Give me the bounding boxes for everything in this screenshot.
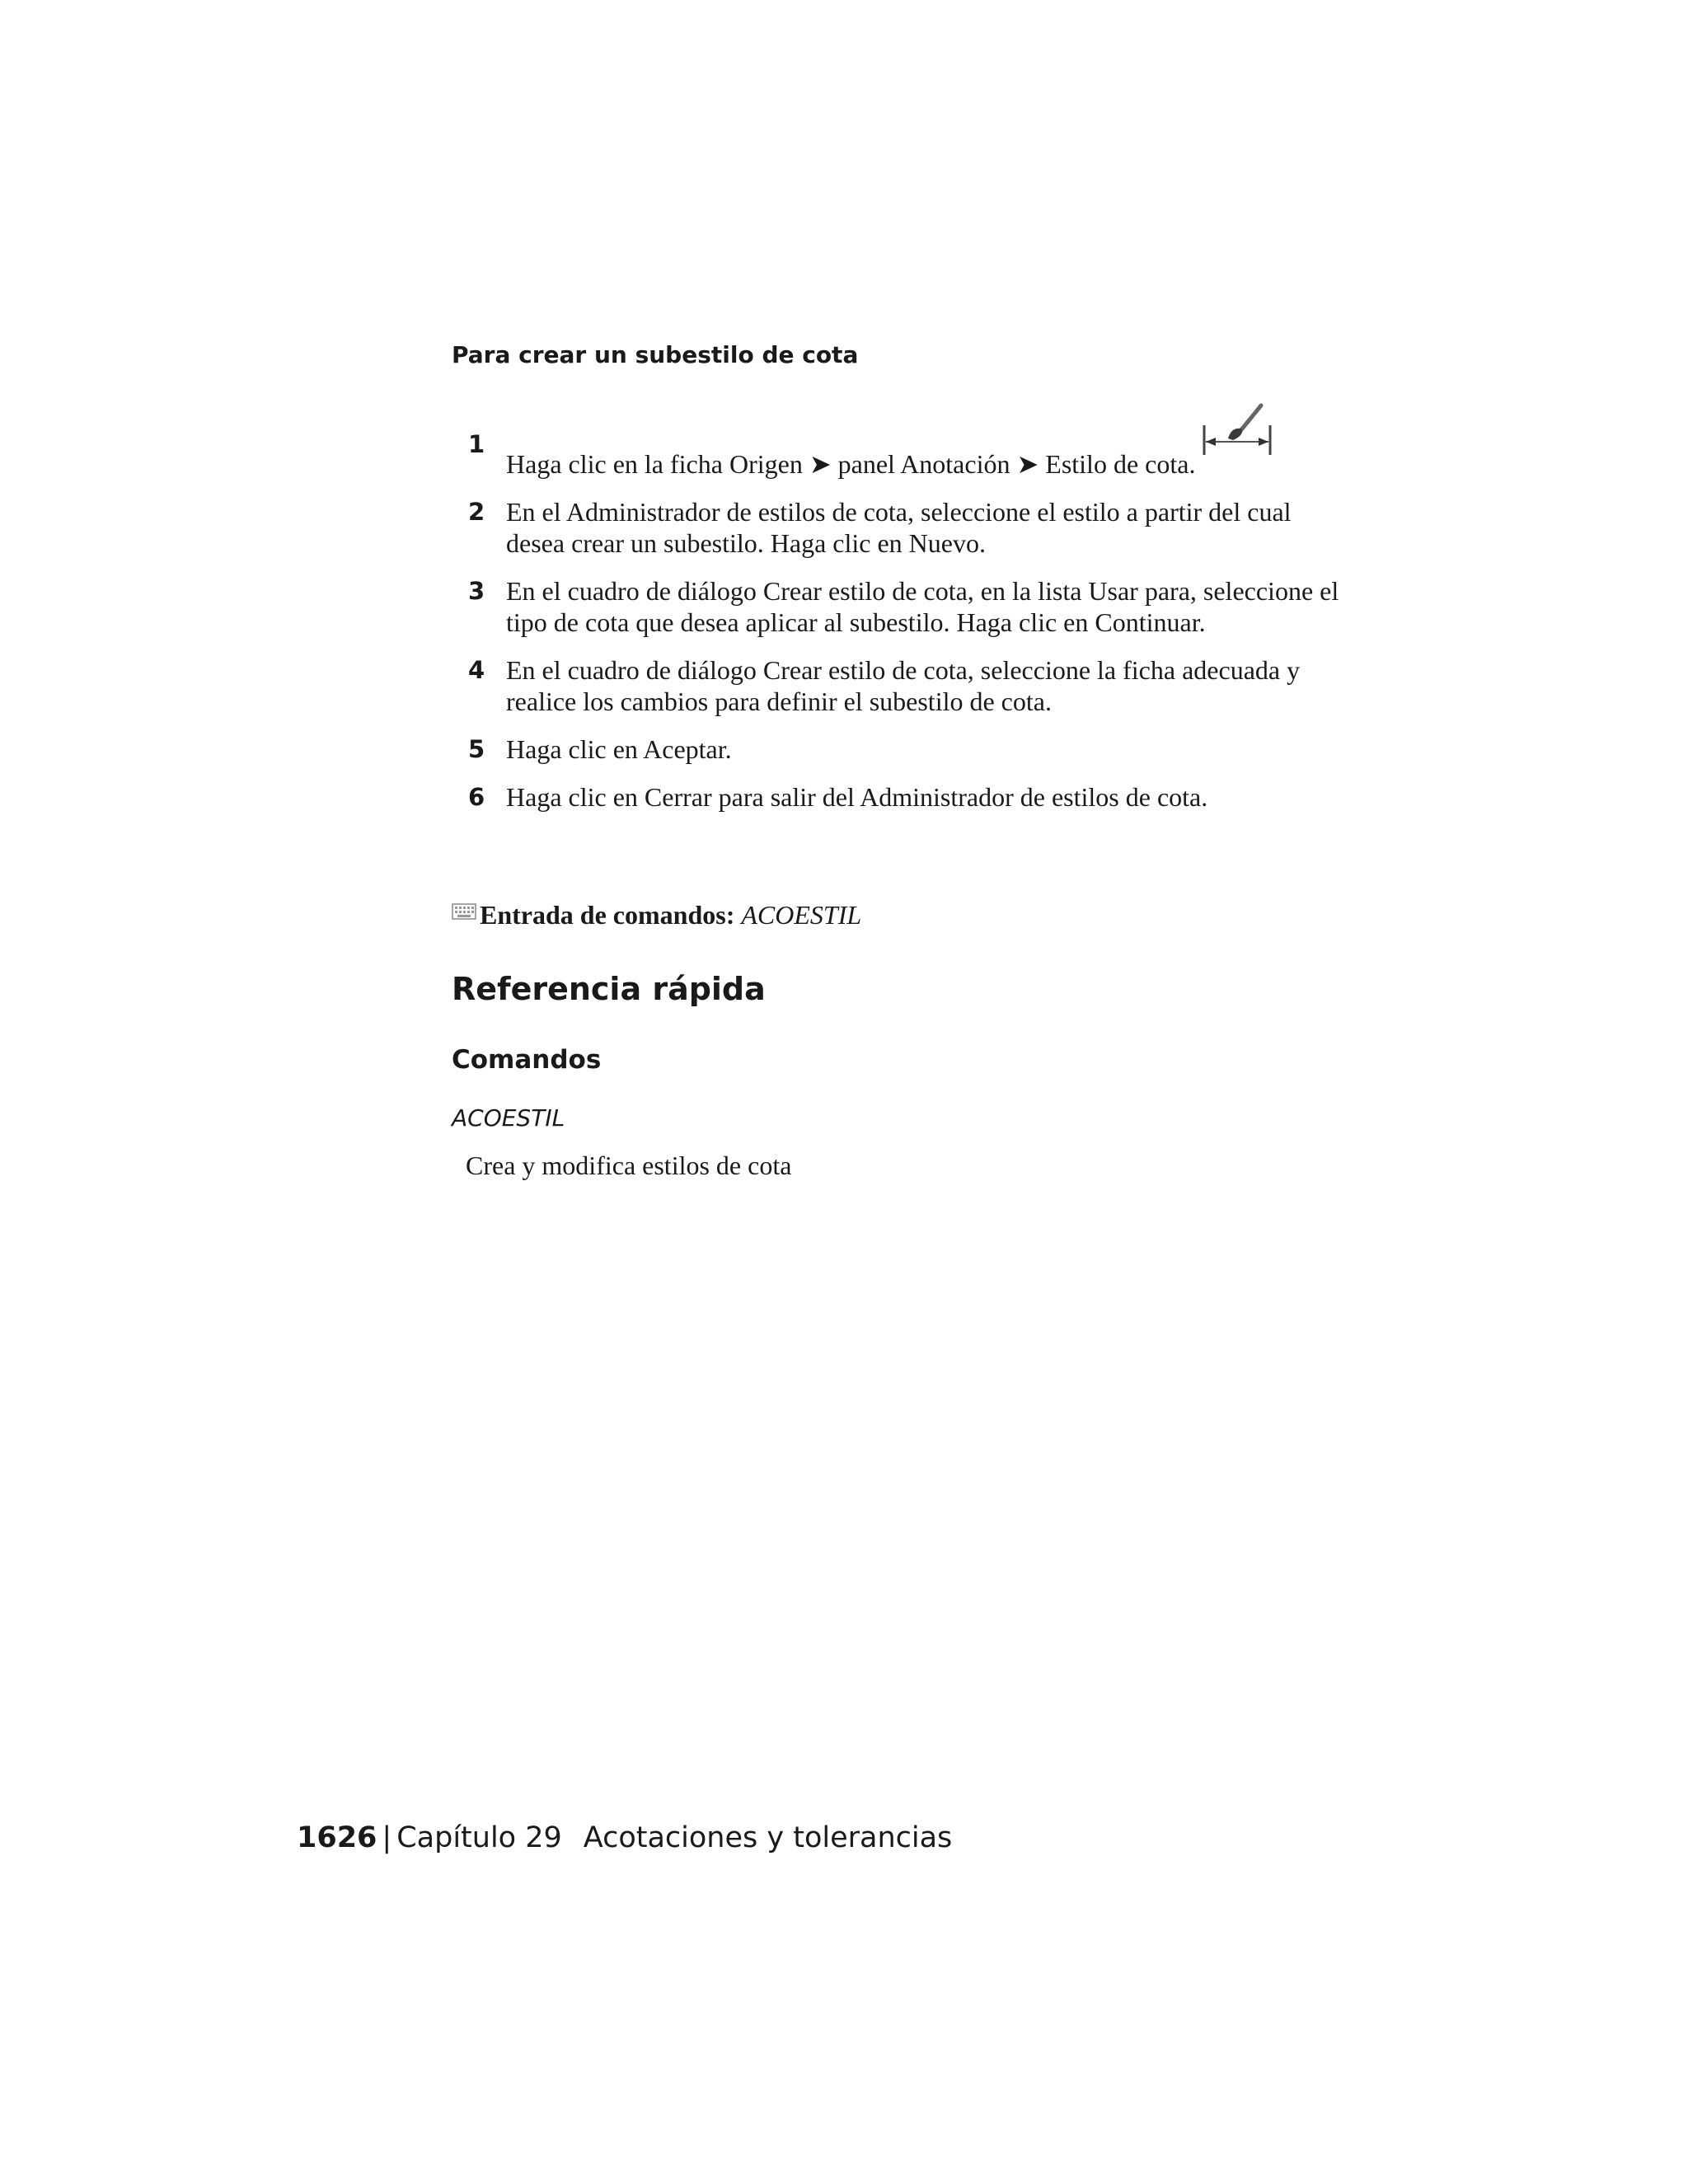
step-number: 3 [468, 577, 485, 605]
step-text: En el Administrador de estilos de cota, seleccione el estilo a partir del cual desea crear un subestilo. Haga clic en Nuevo. [506, 497, 1292, 558]
command-description: Crea y modifica estilos de cota [466, 1151, 792, 1180]
chapter-label: Capítulo 29 [396, 1821, 562, 1854]
keyboard-icon [452, 895, 476, 913]
step-number: 6 [468, 783, 485, 811]
step-5 [452, 733, 1342, 765]
command-name: ACOESTIL [452, 1104, 565, 1132]
command-entry-label: Entrada de comandos: [480, 900, 735, 930]
page-footer [297, 1821, 952, 1854]
step-text: En el cuadro de diálogo Crear estilo de cota, en la lista Usar para, seleccione el tipo de cota que desea aplicar al subestilo. Haga clic en Continuar. [506, 576, 1339, 637]
footer-separator: | [382, 1821, 392, 1854]
step-number: 5 [468, 735, 485, 763]
chapter-title: Acotaciones y tolerancias [583, 1821, 953, 1854]
step-number: 1 [468, 430, 485, 458]
commands-heading: Comandos [452, 1045, 602, 1075]
page-number: 1626 [297, 1821, 377, 1854]
procedure-steps [452, 429, 1342, 829]
step-text: Haga clic en la ficha Origen ➤ panel Anotación ➤ Estilo de cota. [506, 449, 1196, 479]
command-entry-value: ACOESTIL [741, 900, 862, 930]
step-number: 4 [468, 656, 485, 684]
procedure-title: Para crear un subestilo de cota [452, 341, 859, 368]
step-text: Haga clic en Aceptar. [506, 734, 732, 764]
command-entry [452, 895, 861, 931]
step-4 [452, 654, 1342, 717]
dimension-style-icon [1200, 429, 1274, 478]
step-text: En el cuadro de diálogo Crear estilo de cota, seleccione la ficha adecuada y realice los cambios para definir el subestilo de cota. [506, 655, 1301, 716]
step-1 [452, 429, 1342, 480]
step-2 [452, 496, 1342, 559]
quick-reference-heading: Referencia rápida [452, 971, 766, 1007]
step-text: Haga clic en Cerrar para salir del Administrador de estilos de cota. [506, 782, 1208, 812]
step-6 [452, 781, 1342, 813]
step-number: 2 [468, 498, 485, 526]
step-3 [452, 575, 1342, 638]
